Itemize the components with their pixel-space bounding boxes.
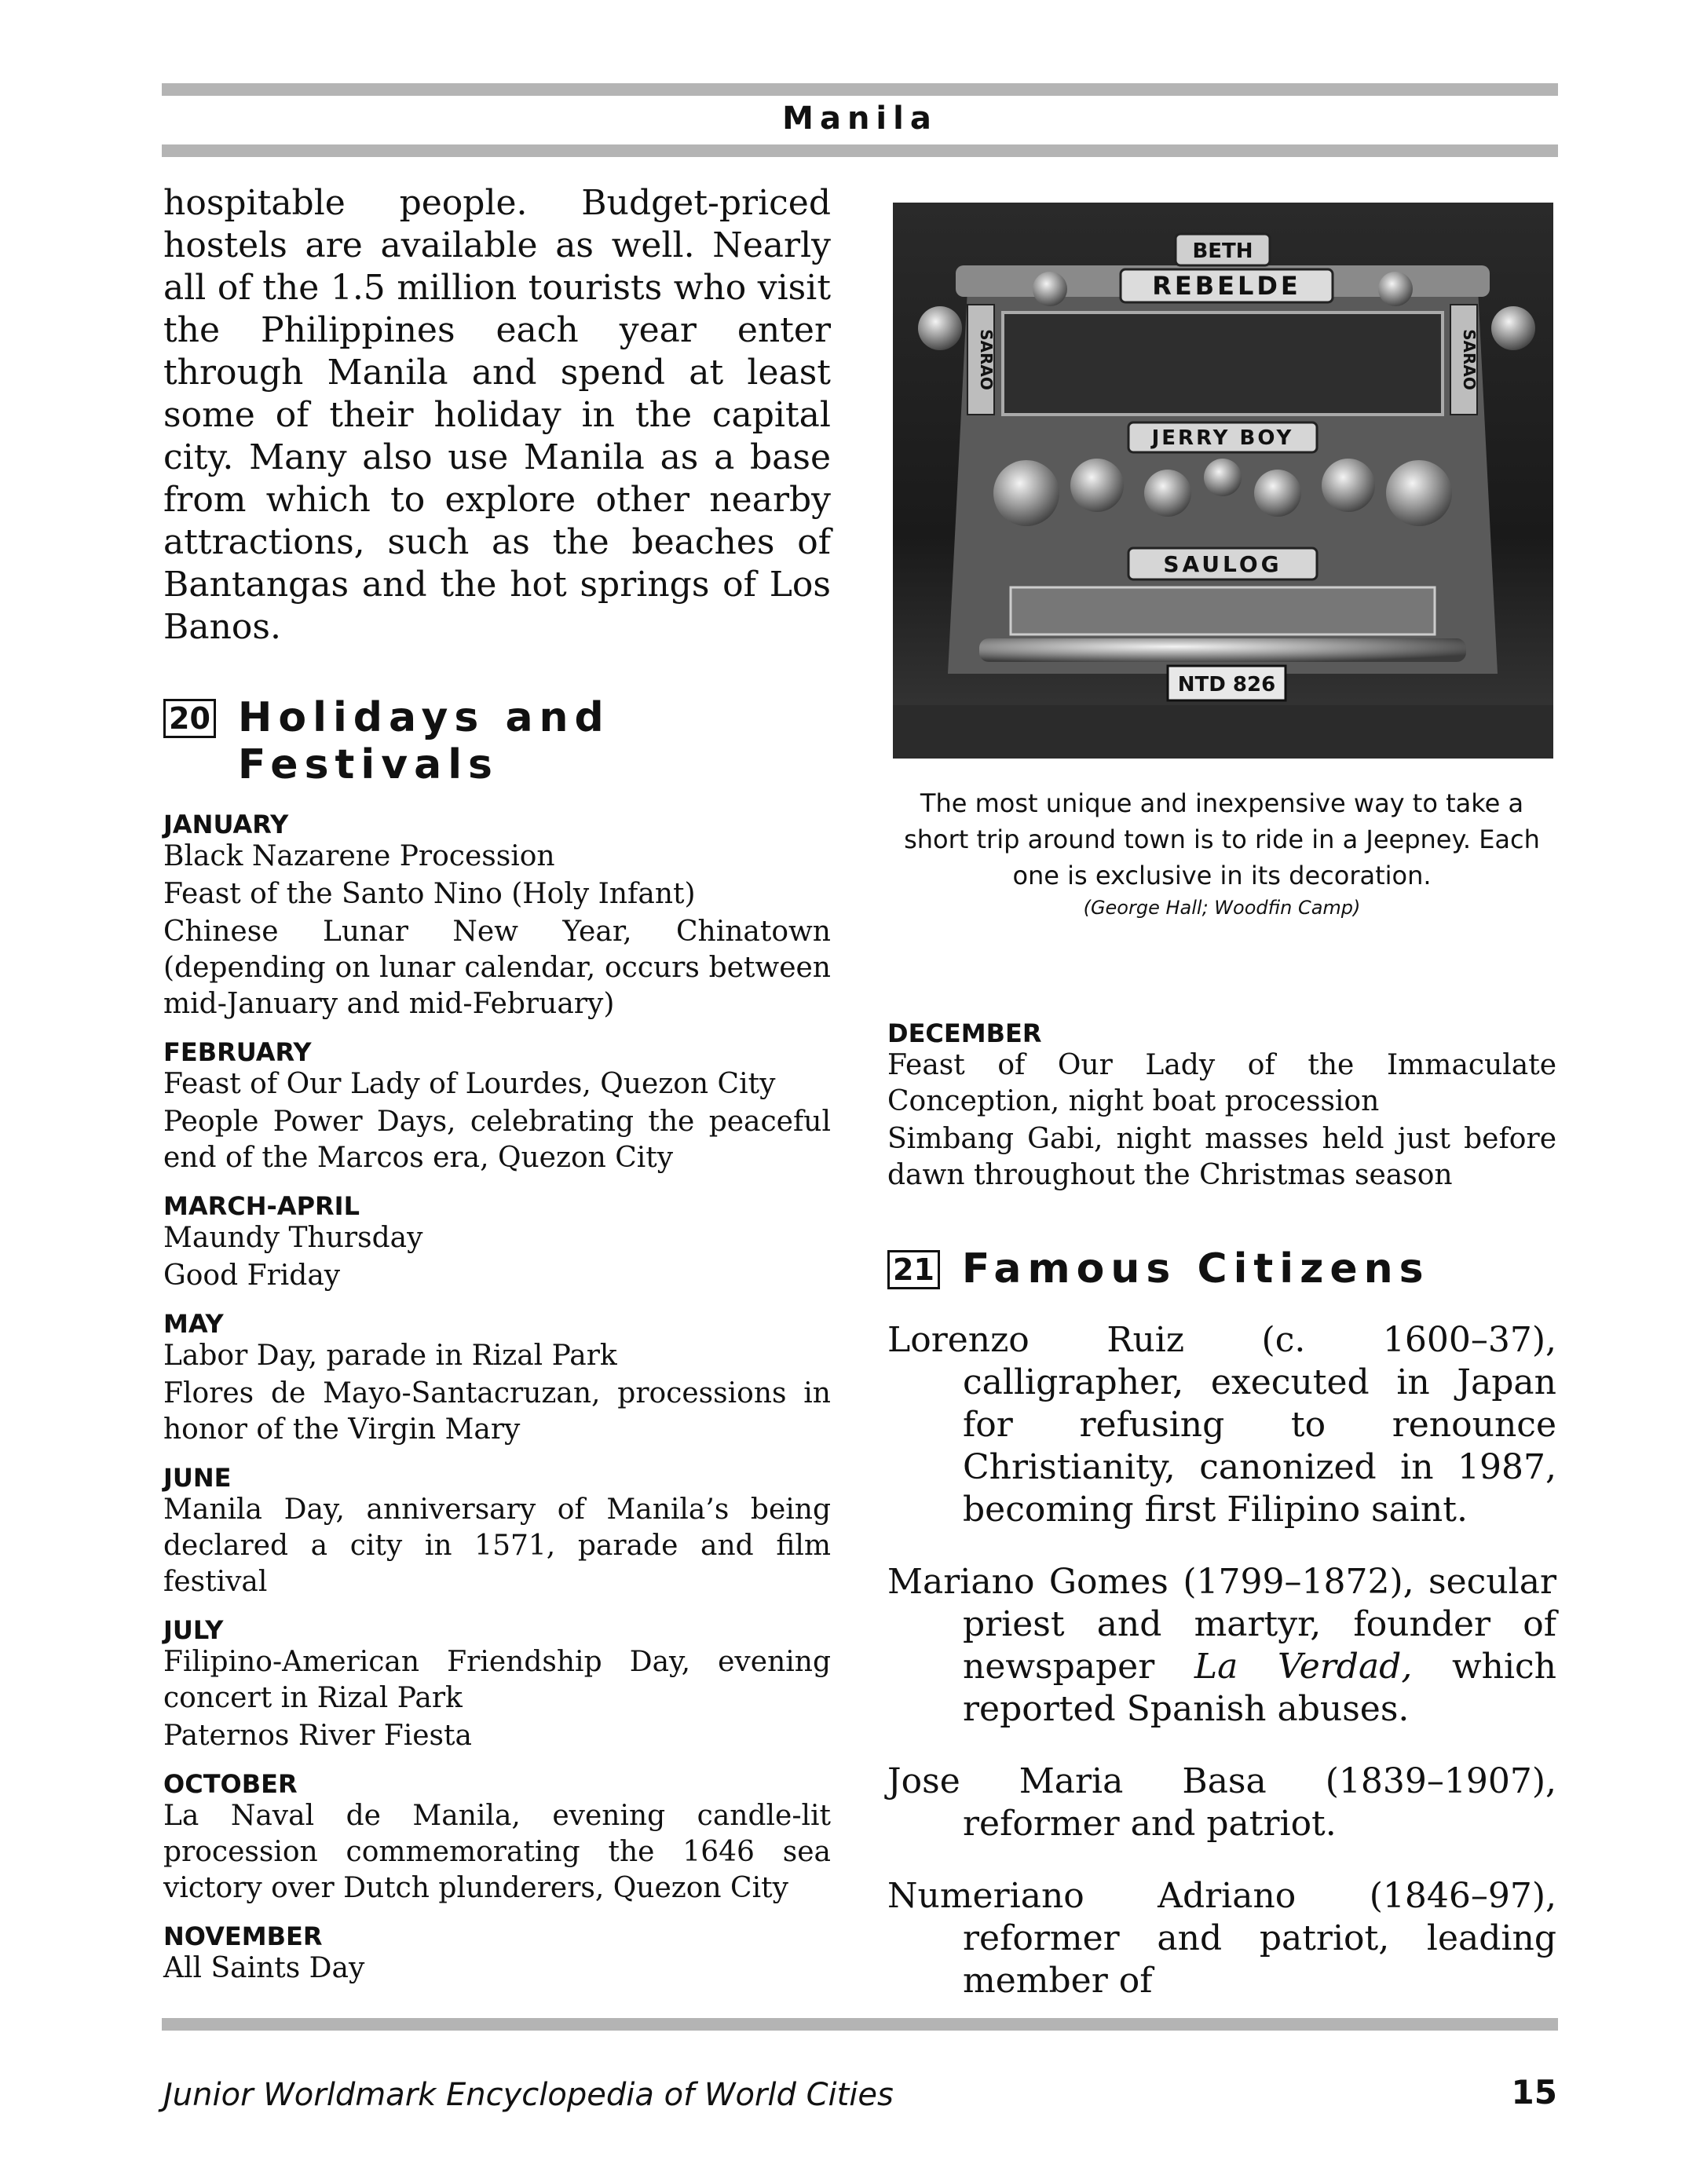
event-item: All Saints Day [163,1952,365,1984]
holidays-heading [163,694,831,788]
event-item: Good Friday [163,1260,341,1292]
event-item: Maundy Thursday [163,1222,423,1254]
event-item: Paternos River Fiesta [163,1720,472,1752]
event-item: Black Nazarene Procession [163,840,555,872]
horse-ornament [1378,272,1413,306]
section-number-box: 20 [163,699,216,738]
month-block-june [163,1464,831,1600]
headlight [1254,470,1301,517]
page-number: 15 [1511,2073,1557,2111]
side-board-left-text: SARAO [977,329,996,390]
sign-top-text: BETH [1192,239,1253,263]
section-title-line: Holidays and [237,694,610,741]
headlight [1144,470,1191,517]
header-rule-top [162,83,1558,96]
month-block-december [887,1019,1556,1194]
event-item: Chinese Lunar New Year, Chinatown (depending on lunar calendar, occurs between mid-January and mid-February) [163,916,831,1020]
right-column [887,1019,1556,2002]
sign-banner-text: REBELDE [1152,271,1301,301]
intro-paragraph: hospitable people. Budget-priced hostels are available as well. Nearly all of the 1.5 million tourists who visit the Philippines each year enter through Manila and spend at least some of their holiday in the capital city. Many also use Manila as a base from which to explore other nearby attractions, such as the beaches of Bantangas and the hot springs of Los Banos. [163,183,831,647]
month-block-november [163,1922,831,1987]
month-block-october [163,1770,831,1907]
citizen-text: Jose Maria Basa (1839–1907), reformer and patriot. [887,1761,1556,1844]
citizen-text: Mariano Gomes (1799–1872), secular priest and martyr, founder of newspaper [887,1562,1556,1687]
citizen-entry [887,1561,1556,1731]
month-heading: MAY [163,1309,224,1339]
jeepney-photo [893,203,1553,759]
running-head: Manila [782,101,938,137]
month-heading: JUNE [163,1463,232,1493]
citizen-text: which reported Spanish abuses. [963,1647,1557,1729]
month-block-july [163,1616,831,1754]
event-item: Manila Day, anniversary of Manila’s being declared a city in 1571, parade and film festival [163,1493,831,1598]
grille [1011,587,1435,634]
event-item: People Power Days, celebrating the peaceful end of the Marcos era, Quezon City [163,1106,831,1174]
sign-mid-text: JERRY BOY [1151,426,1294,450]
famous-heading [887,1245,1556,1292]
newspaper-title: La Verdad, [1194,1647,1413,1687]
section-title-line: Festivals [237,741,499,788]
sign-lower-text: SAULOG [1163,551,1282,577]
bumper [979,638,1466,662]
section-title [238,694,610,788]
citizen-text: Numeriano Adriano (1846–97), reformer and patriot, leading member of [887,1876,1556,2001]
windshield [1003,313,1443,415]
section-title: Famous Citizens [961,1245,1430,1292]
event-item: Flores de Mayo-Santacruzan, processions in honor of the Virgin Mary [163,1377,831,1446]
month-heading: OCTOBER [163,1769,298,1799]
header-rule-bottom [162,144,1558,157]
event-item: Feast of Our Lady of Lourdes, Quezon City [163,1068,776,1100]
event-item: La Naval de Manila, evening candle-lit procession commemorating the 1646 sea victory over Dutch plunderers, Quezon City [163,1800,831,1904]
side-mirror [918,306,962,350]
license-plate-text: NTD 826 [1177,673,1276,696]
month-block-february [163,1038,831,1176]
event-item: Simbang Gabi, night masses held just before dawn throughout the Christmas season [887,1123,1556,1191]
headlight [1070,459,1124,512]
citizen-entry [887,1760,1556,1845]
month-heading: FEBRUARY [163,1037,312,1067]
road [893,705,1553,759]
citizen-text: Lorenzo Ruiz (c. 1600–37), calligrapher, executed in Japan for refusing to renounce Christianity, canonized in 1987, becoming first Filipino saint. [887,1320,1556,1530]
side-mirror [1491,306,1535,350]
month-block-may [163,1310,831,1448]
event-item: Feast of Our Lady of the Immaculate Conception, night boat procession [887,1049,1556,1117]
month-heading: DECEMBER [887,1018,1042,1048]
citizen-entry [887,1875,1556,2002]
month-block-january [163,810,831,1022]
headlight [1322,459,1375,512]
month-heading: JANUARY [163,810,289,839]
photo-credit: (George Hall; Woodfin Camp) [1083,897,1361,919]
center-lamp [1204,459,1242,496]
photo-caption-block [887,785,1556,922]
headlight [1386,460,1452,526]
month-heading: NOVEMBER [163,1921,323,1951]
event-item: Filipino-American Friendship Day, evening concert in Rizal Park [163,1646,831,1714]
month-heading: JULY [163,1615,224,1645]
headlight [993,460,1059,526]
side-board-right-text: SARAO [1460,329,1479,390]
horse-ornament [1033,272,1067,306]
event-item: Feast of the Santo Nino (Holy Infant) [163,878,696,910]
footer-book-title: Junior Worldmark Encyclopedia of World Cities [163,2077,894,2113]
event-item: Labor Day, parade in Rizal Park [163,1340,617,1372]
left-column [163,182,831,1988]
section-number-box: 21 [887,1250,940,1289]
month-block-march-april [163,1192,831,1294]
citizen-entry [887,1319,1556,1531]
month-heading: MARCH-APRIL [163,1191,360,1221]
footer-rule [162,2018,1558,2031]
photo-caption: The most unique and inexpensive way to take a short trip around town is to ride in a Jeepney. Each one is exclusive in its decoration. [904,788,1540,890]
